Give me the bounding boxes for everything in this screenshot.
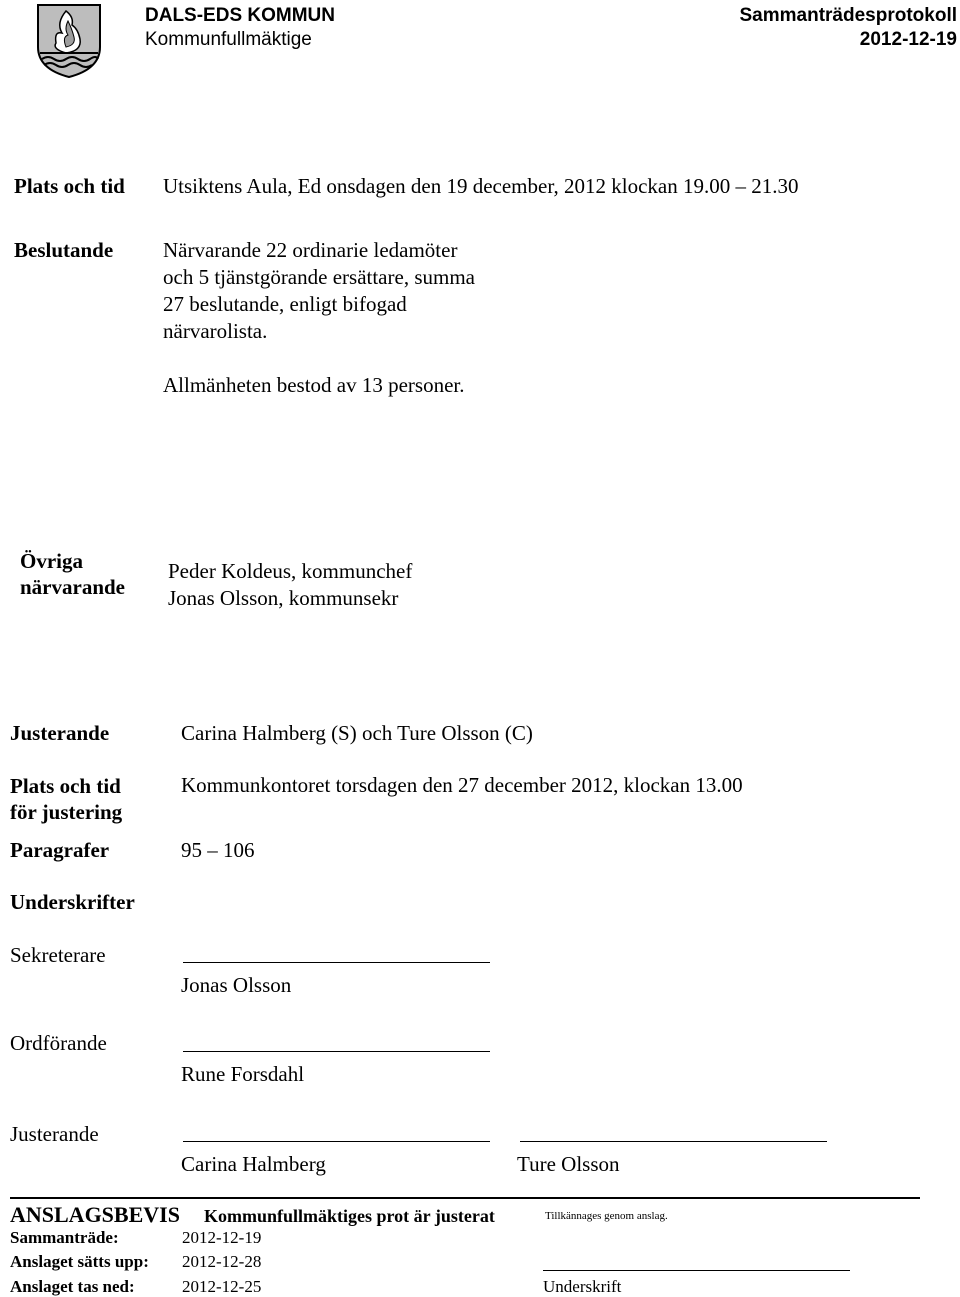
org-name: DALS-EDS KOMMUN	[145, 5, 335, 26]
paragraphs-label: Paragrafer	[10, 838, 110, 862]
public-note: Allmänheten bestod av 13 personer.	[163, 373, 465, 397]
decisive-label: Beslutande	[14, 238, 114, 262]
notice-meeting-label: Sammanträde:	[10, 1228, 119, 1247]
adjuster2-name: Ture Olsson	[517, 1152, 620, 1176]
notice-signature-label: Underskrift	[543, 1277, 622, 1296]
adjusters-value: Carina Halmberg (S) och Ture Olsson (C)	[181, 721, 533, 745]
adjuster1-name: Carina Halmberg	[181, 1152, 326, 1176]
chair-name: Rune Forsdahl	[181, 1062, 305, 1086]
notice-posted-label: Anslaget sätts upp:	[10, 1252, 149, 1271]
chair-label: Ordförande	[10, 1031, 107, 1055]
decisive-text	[163, 237, 475, 345]
decisive-line: 27 beslutande, enligt bifogad	[163, 292, 407, 316]
decisive-line: Närvarande 22 ordinarie ledamöter	[163, 238, 458, 262]
decisive-line: närvarolista.	[163, 319, 268, 343]
paragraphs-value: 95 – 106	[181, 838, 255, 862]
secretary-name: Jonas Olsson	[181, 973, 292, 997]
others-label-line: Övriga	[20, 549, 83, 573]
others-item: Peder Koldeus, kommunchef	[168, 559, 413, 583]
place-value: Utsiktens Aula, Ed onsdagen den 19 december, 2012 klockan 19.00 – 21.30	[163, 174, 799, 198]
adjusters-label: Justerande	[10, 721, 110, 745]
secretary-signature-line	[183, 962, 490, 963]
others-label	[20, 548, 125, 600]
municipality-coat-of-arms	[36, 3, 102, 79]
adjust-place-label-line: Plats och tid	[10, 774, 121, 798]
decisive-line: och 5 tjänstgörande ersättare, summa	[163, 265, 475, 289]
adjust-place-value: Kommunkontoret torsdagen den 27 december 2012, klockan 13.00	[181, 773, 743, 797]
signatures-heading: Underskrifter	[10, 890, 135, 914]
others-list	[168, 558, 412, 612]
body-name: Kommunfullmäktige	[145, 29, 312, 50]
adjusters-sign-label: Justerande	[10, 1122, 99, 1146]
notice-removed-date: 2012-12-25	[182, 1277, 262, 1296]
chair-signature-line	[183, 1051, 490, 1052]
notice-removed-label: Anslaget tas ned:	[10, 1277, 135, 1296]
notice-meeting-date: 2012-12-19	[182, 1228, 262, 1247]
adjuster1-signature-line	[183, 1141, 490, 1142]
doc-type: Sammanträdesprotokoll	[739, 5, 957, 26]
notice-posted-date: 2012-12-28	[182, 1252, 262, 1271]
others-label-line: närvarande	[20, 575, 125, 599]
secretary-label: Sekreterare	[10, 943, 106, 967]
place-label: Plats och tid	[14, 174, 125, 198]
others-item: Jonas Olsson, kommunsekr	[168, 586, 399, 610]
adjust-place-label-line: för justering	[10, 800, 123, 824]
notice-title: ANSLAGSBEVIS	[10, 1202, 180, 1227]
adjust-place-label	[10, 773, 122, 825]
notice-small-note: Tillkännages genom anslag.	[545, 1210, 668, 1222]
notice-subtitle: Kommunfullmäktiges prot är justerat	[204, 1206, 495, 1226]
notice-divider	[10, 1197, 920, 1199]
adjuster2-signature-line	[520, 1141, 827, 1142]
notice-signature-line	[543, 1270, 850, 1271]
doc-date: 2012-12-19	[859, 29, 957, 50]
